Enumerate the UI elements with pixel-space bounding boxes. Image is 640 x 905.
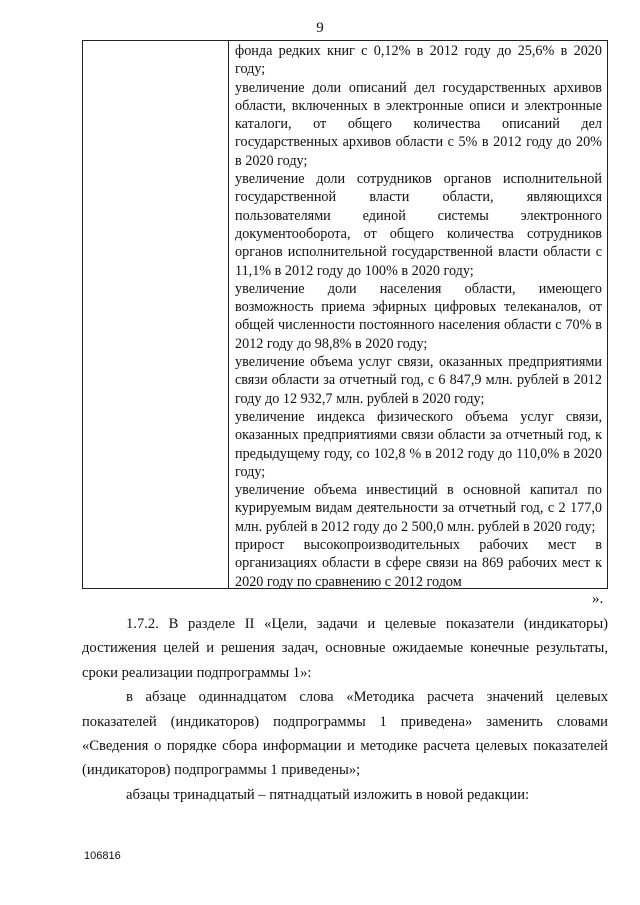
table-item: увеличение объема услуг связи, оказанных предприятиями связи области за отчетный год, с 6 847,9 млн. рублей в 2012 году до 12 932,7 млн. рублей в 2020 году;	[235, 354, 602, 407]
indicators-table	[82, 40, 608, 589]
document-code: 106816	[84, 850, 121, 862]
table-item: увеличение индекса физического объема услуг связи, оказанных предприятиями связи области за отчетный год, к предыдущему году, со 102,8 % в 2012 году до 110,0% в 2020 году;	[235, 408, 602, 480]
table-item: увеличение доли сотрудников органов исполнительной государственной власти области, являющихся пользователями единой системы электронного документооборота, от общего количества сотрудников органов исполнительной государственной власти области с 11,1% в 2012 году до 100% в 2020 году;	[235, 171, 602, 279]
table-item: увеличение объема инвестиций в основной капитал по курируемым видам деятельности за отчетный год, с 2 177,0 млн. рублей в 2012 году до 2 500,0 млн. рублей в 2020 году;	[235, 482, 602, 535]
table-right-column	[229, 41, 607, 588]
paragraph: 1.7.2. В разделе II «Цели, задачи и целевые показатели (индикаторы) достижения целей и решения задач, основные ожидаемые конечные результаты, сроки реализации подпрограммы 1»:	[82, 616, 608, 681]
page-number: 9	[316, 20, 324, 36]
table-item: увеличение доли описаний дел государственных архивов области, включенных в электронные описи и электронные каталоги, от общего количества описаний дел государственных архивов области с 5% в 2012 году до 20% в 2020 году;	[235, 79, 602, 169]
table-item: увеличение доли населения области, имеющего возможность приема эфирных цифровых телеканалов, от общей численности постоянного населения области с 70% в 2012 году до 98,8% в 2020 году;	[235, 280, 602, 352]
closing-quote: ».	[592, 591, 604, 607]
paragraph: абзацы тринадцатый – пятнадцатый изложить в новой редакции:	[126, 786, 530, 803]
table-item: прирост высокопроизводительных рабочих мест в организациях области в сфере связи на 869 рабочих мест к 2020 году по сравнению с 2012 годом	[235, 537, 602, 590]
table-item: фонда редких книг с 0,12% в 2012 году до 25,6% в 2020 году;	[235, 43, 602, 78]
table-left-column	[83, 41, 229, 588]
body-text	[82, 612, 608, 807]
paragraph: в абзаце одиннадцатом слова «Методика расчета значений целевых показателей (индикаторов) подпрограммы 1 приведена» заменить словами «Сведения о порядке сбора информации и методике расчета целевых показателей (индикаторов) подпрограммы 1 приведены»;	[82, 689, 608, 779]
